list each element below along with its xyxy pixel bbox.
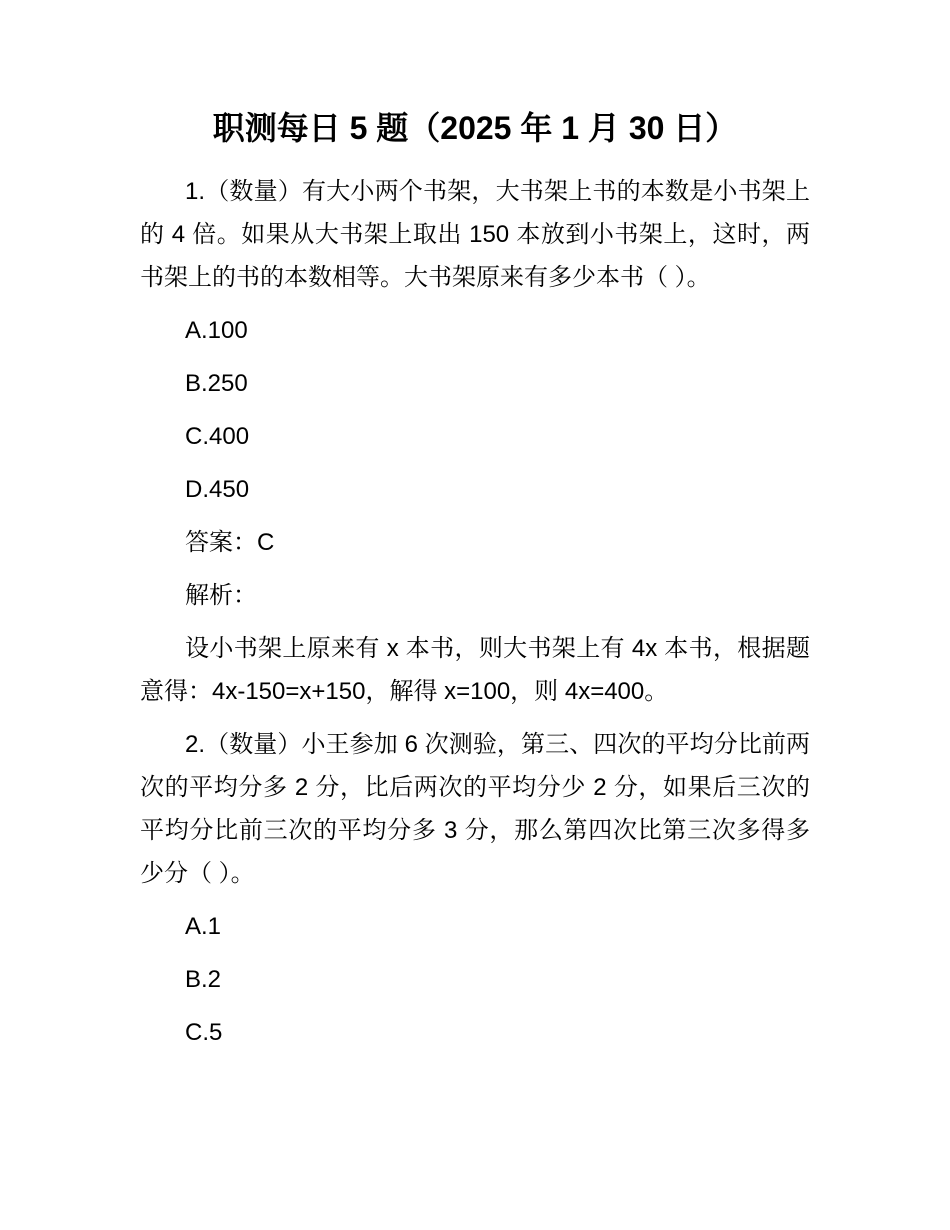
question-1-analysis-heading: 解析： [185, 582, 257, 609]
question-1-option-b: B.250 [185, 370, 248, 397]
page-title: 职测每日 5 题（2025 年 1 月 30 日） [212, 110, 738, 146]
question-1-option-d: D.450 [185, 476, 250, 503]
question-1-answer: 答案：C [185, 529, 275, 556]
question-1-stem: 1.（数量）有大小两个书架，大书架上书的本数是小书架上的 4 倍。如果从大书架上取出 150 本放到小书架上，这时，两书架上的书的本数相等。大书架原来有多少本书（ ）。 [140, 178, 810, 291]
question-1-option-a: A.100 [185, 317, 248, 344]
question-2-stem: 2.（数量）小王参加 6 次测验，第三、四次的平均分比前两次的平均分多 2 分，比后两次的平均分少 2 分，如果后三次的平均分比前三次的平均分多 3 分，那么第四次比第三次多得多少分（ ）。 [140, 731, 810, 887]
question-1-analysis: 设小书架上原来有 x 本书，则大书架上有 4x 本书，根据题意得：4x-150=x+150，解得 x=100，则 4x=400。 [140, 635, 810, 705]
question-2-option-c: C.5 [185, 1019, 223, 1046]
question-2-option-b: B.2 [185, 966, 222, 993]
question-2-option-a: A.1 [185, 913, 222, 940]
question-1-option-c: C.400 [185, 423, 250, 450]
